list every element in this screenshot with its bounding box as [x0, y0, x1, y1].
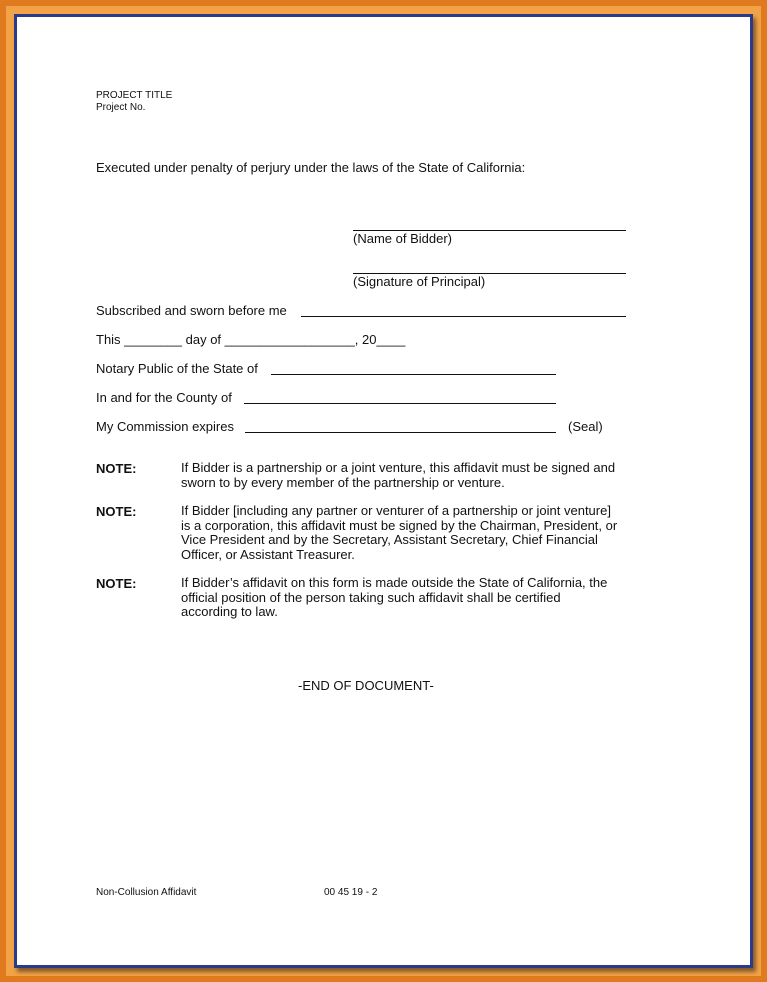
county-line — [244, 403, 556, 404]
document-page — [17, 17, 750, 965]
note-2-label: NOTE: — [96, 504, 137, 519]
date-line: This ________ day of __________________, 20____ — [96, 332, 406, 347]
perjury-statement: Executed under penalty of perjury under the laws of the State of California: — [96, 160, 526, 175]
note-2-line: is a corporation, this affidavit must be signed by the Chairman, President, or — [181, 517, 618, 533]
note-3-text — [181, 576, 607, 620]
note-3-label: NOTE: — [96, 576, 137, 591]
note-3-line: If Bidder’s affidavit on this form is made outside the State of California, the — [181, 575, 608, 590]
note-2-line: If Bidder [including any partner or venturer of a partnership or joint venture] — [181, 503, 611, 518]
note-2-line: Vice President and by the Secretary, Assistant Secretary, Chief Financial — [181, 532, 598, 547]
end-of-document: -END OF DOCUMENT- — [298, 678, 434, 693]
project-title: PROJECT TITLE — [96, 90, 173, 101]
signature-of-principal-label: (Signature of Principal) — [353, 274, 486, 289]
note-3-line: official position of the person taking such affidavit shall be certified — [181, 589, 561, 605]
note-1-text — [181, 461, 615, 490]
subscribed-sworn-line — [301, 316, 626, 317]
project-number: Project No. — [96, 102, 146, 113]
name-of-bidder-label: (Name of Bidder) — [353, 231, 452, 246]
commission-expires-label: My Commission expires — [96, 419, 234, 434]
county-label: In and for the County of — [96, 390, 232, 405]
notary-public-label: Notary Public of the State of — [96, 361, 258, 376]
note-1-label: NOTE: — [96, 461, 137, 476]
note-2-text — [181, 504, 617, 562]
note-1-line: sworn to by every member of the partnership or venture. — [181, 474, 505, 490]
note-2-line: Officer, or Assistant Treasurer. — [181, 546, 355, 562]
seal-label: (Seal) — [568, 419, 603, 434]
commission-line — [245, 432, 556, 433]
note-1-line: If Bidder is a partnership or a joint venture, this affidavit must be signed and — [181, 460, 616, 475]
note-3-line: according to law. — [181, 604, 278, 619]
subscribed-sworn-label: Subscribed and sworn before me — [96, 303, 287, 318]
footer-document-name: Non-Collusion Affidavit — [96, 887, 197, 898]
footer-page-reference: 00 45 19 - 2 — [324, 887, 378, 898]
notary-state-line — [271, 374, 556, 375]
